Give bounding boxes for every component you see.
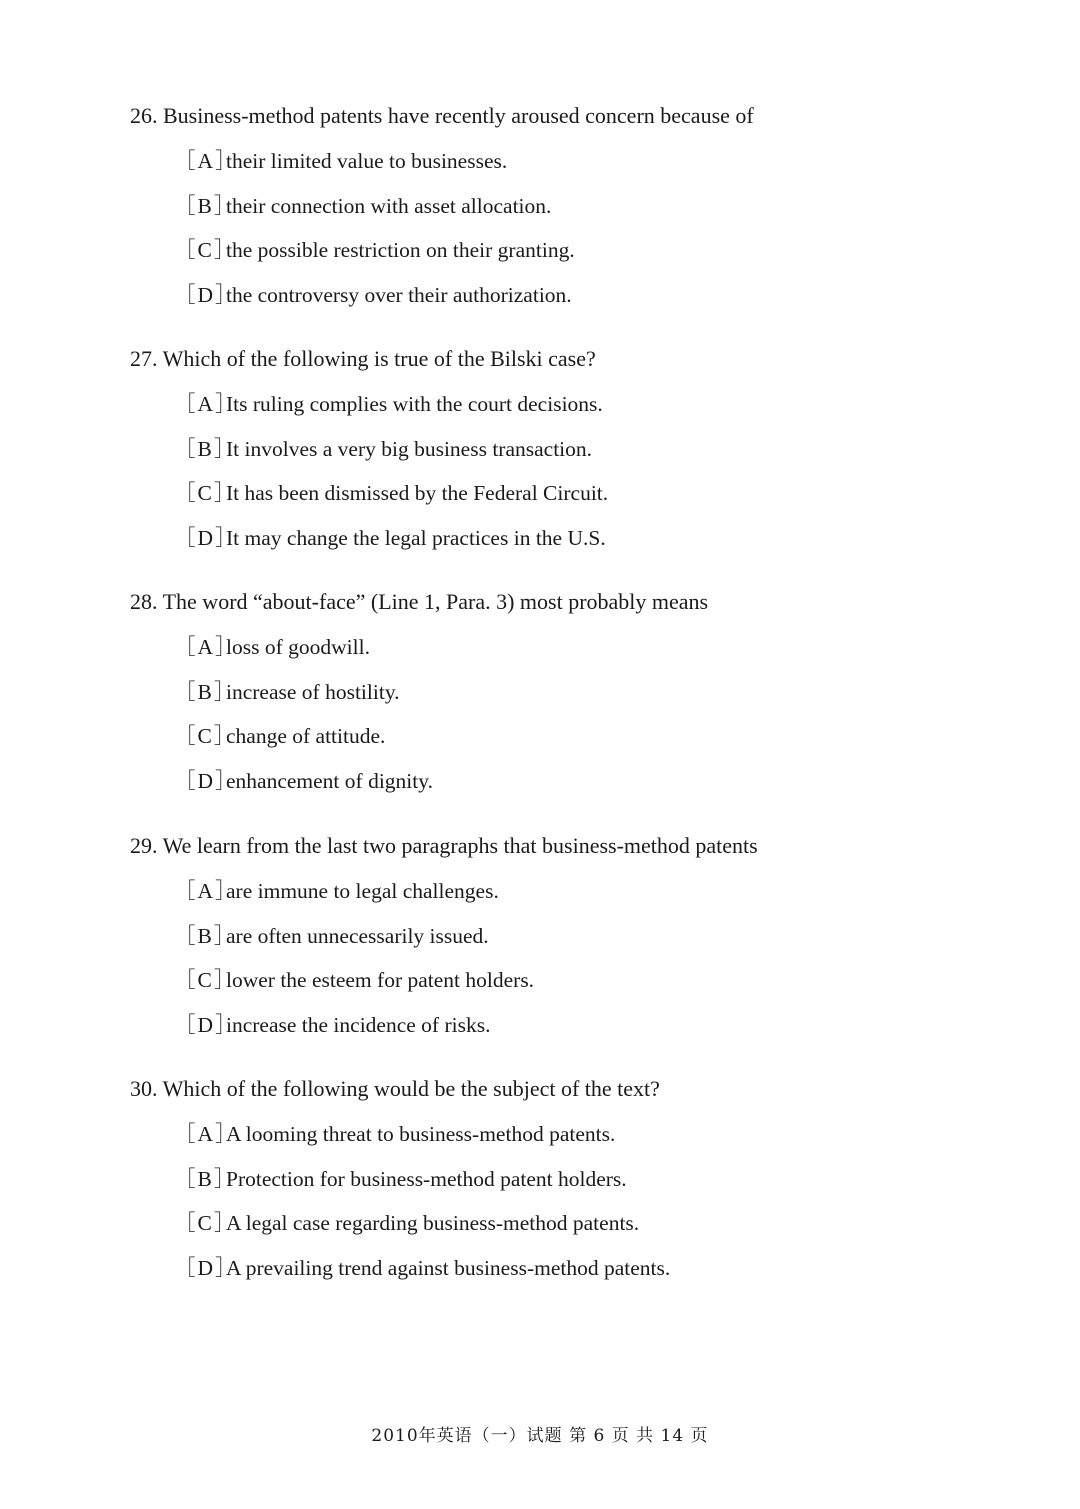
question-26 bbox=[130, 101, 1030, 324]
option-label: ［D］ bbox=[174, 1255, 239, 1280]
option-c bbox=[174, 478, 1030, 508]
option-b bbox=[174, 677, 1030, 707]
option-label: ［B］ bbox=[174, 193, 238, 218]
option-b bbox=[174, 921, 1030, 951]
question-29 bbox=[130, 831, 1030, 1054]
option-text: A prevailing trend against business-method patents. bbox=[226, 1255, 671, 1280]
option-text: A legal case regarding business-method patents. bbox=[226, 1211, 640, 1236]
option-d bbox=[174, 280, 1030, 310]
option-text: It may change the legal practices in the U.S. bbox=[226, 525, 606, 550]
option-text: increase of hostility. bbox=[226, 679, 400, 704]
question-stem: 29. We learn from the last two paragraphs that business-method patents bbox=[130, 833, 758, 858]
option-text: Its ruling complies with the court decisions. bbox=[226, 392, 603, 416]
option-list bbox=[130, 389, 1030, 553]
option-label: ［A］ bbox=[174, 635, 239, 659]
option-label: ［A］ bbox=[174, 149, 239, 173]
option-text: Protection for business-method patent holders. bbox=[226, 1166, 627, 1191]
option-list bbox=[130, 876, 1030, 1040]
option-label: ［B］ bbox=[174, 679, 238, 704]
question-28 bbox=[130, 587, 1030, 810]
option-c bbox=[174, 721, 1030, 751]
option-a bbox=[174, 632, 1030, 662]
option-label: ［A］ bbox=[174, 1122, 239, 1146]
option-text: are often unnecessarily issued. bbox=[226, 923, 489, 948]
option-a bbox=[174, 876, 1030, 906]
option-label: ［C］ bbox=[174, 481, 238, 506]
option-label: ［B］ bbox=[174, 436, 238, 461]
option-d bbox=[174, 1010, 1030, 1040]
option-b bbox=[174, 1164, 1030, 1194]
question-stem: 28. The word “about-face” (Line 1, Para. 3) most probably means bbox=[130, 589, 709, 614]
option-a bbox=[174, 389, 1030, 419]
option-d bbox=[174, 523, 1030, 553]
option-c bbox=[174, 965, 1030, 995]
option-list bbox=[130, 632, 1030, 796]
option-text: are immune to legal challenges. bbox=[226, 879, 499, 903]
question-30 bbox=[130, 1074, 1030, 1297]
option-text: the possible restriction on their granting. bbox=[226, 238, 575, 263]
option-b bbox=[174, 191, 1030, 221]
option-label: ［C］ bbox=[174, 968, 238, 993]
option-text: It has been dismissed by the Federal Circuit. bbox=[226, 481, 609, 506]
option-d bbox=[174, 766, 1030, 796]
option-c bbox=[174, 235, 1030, 265]
option-a bbox=[174, 1119, 1030, 1149]
question-stem: 27. Which of the following is true of the Bilski case? bbox=[130, 346, 596, 371]
option-text: increase the incidence of risks. bbox=[226, 1012, 491, 1037]
option-label: ［D］ bbox=[174, 282, 239, 307]
option-label: ［A］ bbox=[174, 879, 239, 903]
option-text: enhancement of dignity. bbox=[226, 768, 433, 793]
question-27 bbox=[130, 344, 1030, 567]
option-d bbox=[174, 1253, 1030, 1283]
option-b bbox=[174, 434, 1030, 464]
option-text: the controversy over their authorization. bbox=[226, 282, 572, 307]
option-label: ［B］ bbox=[174, 923, 238, 948]
option-label: ［A］ bbox=[174, 392, 239, 416]
option-label: ［B］ bbox=[174, 1166, 238, 1191]
option-label: ［C］ bbox=[174, 1211, 238, 1236]
option-label: ［D］ bbox=[174, 525, 239, 550]
option-text: change of attitude. bbox=[226, 724, 386, 749]
question-stem: 30. Which of the following would be the subject of the text? bbox=[130, 1076, 660, 1101]
option-text: It involves a very big business transaction. bbox=[226, 436, 593, 461]
option-a bbox=[174, 146, 1030, 176]
option-text: A looming threat to business-method patents. bbox=[226, 1122, 616, 1146]
option-text: their connection with asset allocation. bbox=[226, 193, 552, 218]
option-c bbox=[174, 1208, 1030, 1238]
option-text: loss of goodwill. bbox=[226, 635, 370, 659]
page-footer: 2010年英语（一）试题 第 6 页 共 14 页 bbox=[371, 1426, 709, 1446]
option-label: ［C］ bbox=[174, 724, 238, 749]
option-list bbox=[130, 146, 1030, 310]
option-text: their limited value to businesses. bbox=[226, 149, 508, 173]
option-label: ［D］ bbox=[174, 1012, 239, 1037]
question-stem: 26. Business-method patents have recently aroused concern because of bbox=[130, 103, 754, 128]
option-label: ［D］ bbox=[174, 768, 239, 793]
option-text: lower the esteem for patent holders. bbox=[226, 968, 535, 993]
option-label: ［C］ bbox=[174, 238, 238, 263]
option-list bbox=[130, 1119, 1030, 1283]
